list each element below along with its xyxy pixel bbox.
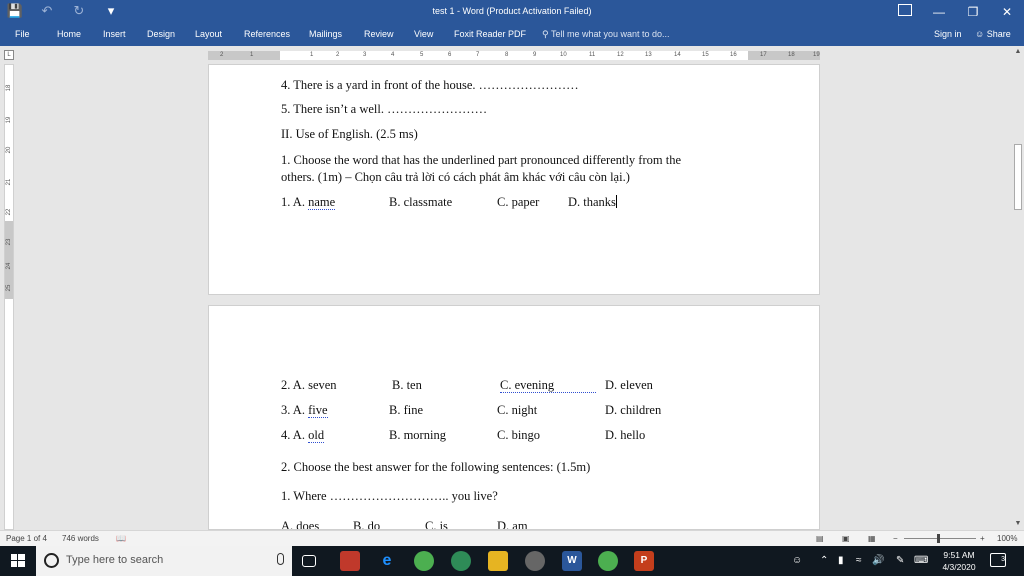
window-title: test 1 - Word (Product Activation Failed) <box>432 6 592 16</box>
vertical-scrollbar[interactable] <box>1012 46 1024 530</box>
vruler-number: 24 <box>6 262 12 270</box>
undo-icon[interactable]: ↶ <box>41 3 53 18</box>
customize-qat-icon[interactable]: ▾ <box>107 3 115 18</box>
option-d-text: D. thanks <box>568 195 616 209</box>
ribbon-tabs <box>0 24 1024 46</box>
ruler-number: 1 <box>310 52 314 58</box>
option-c[interactable]: C. paper <box>497 195 540 209</box>
cortana-icon <box>44 553 59 568</box>
clock-date: 4/3/2020 <box>942 562 976 572</box>
ruler-number: 5 <box>420 52 424 58</box>
tab-design[interactable]: Design <box>147 29 176 39</box>
zoom-slider[interactable] <box>904 538 976 539</box>
vruler-number: 25 <box>6 284 12 292</box>
tab-review[interactable]: Review <box>364 29 394 39</box>
vruler-number: 20 <box>6 146 12 154</box>
doc-line[interactable]: 2. Choose the best answer for the following sentences: (1.5m) <box>281 460 591 474</box>
system-clock[interactable] <box>936 549 982 573</box>
volume-icon[interactable]: 🔊 <box>872 555 885 566</box>
tell-me-label: Tell me what you want to do... <box>550 29 670 39</box>
web-layout-icon[interactable]: ▦ <box>868 534 876 543</box>
ruler-number: 2 <box>220 52 224 58</box>
pen-icon[interactable]: ✎ <box>896 555 905 566</box>
q4-option-d[interactable]: D. hello <box>605 428 646 442</box>
document-page-2[interactable] <box>208 305 820 530</box>
ruler-number: 8 <box>505 52 509 58</box>
tab-layout[interactable]: Layout <box>195 29 223 39</box>
ruler-number: 13 <box>645 52 652 58</box>
task-view-icon[interactable] <box>302 555 316 567</box>
redo-icon[interactable]: ↻ <box>73 3 85 18</box>
edge-browser-icon[interactable]: e <box>382 552 392 569</box>
share-label: Share <box>986 29 1011 39</box>
question-row-1[interactable] <box>281 195 335 210</box>
status-bar <box>0 530 1024 546</box>
q3-option-b[interactable]: B. fine <box>389 403 424 417</box>
battery-icon[interactable]: ▮ <box>838 555 844 566</box>
tab-references[interactable]: References <box>244 29 291 39</box>
doc-line[interactable]: 1. Where ……………………….. you live? <box>281 489 498 503</box>
word-count[interactable]: 746 words <box>62 534 99 543</box>
horizontal-ruler[interactable] <box>208 51 820 60</box>
vruler-number: 22 <box>6 208 12 216</box>
vruler-number: 19 <box>6 116 12 124</box>
ruler-number: 2 <box>336 52 340 58</box>
clock-time: 9:51 AM <box>943 550 975 560</box>
taskbar <box>0 546 1024 576</box>
q3-option-a[interactable] <box>281 403 328 418</box>
tab-home[interactable]: Home <box>57 29 82 39</box>
proofing-icon[interactable]: 📖 <box>116 534 126 543</box>
tab-view[interactable]: View <box>414 29 434 39</box>
paint-app-icon[interactable] <box>340 551 360 571</box>
text-cursor <box>616 195 617 208</box>
notification-count: 3 <box>1001 556 1005 563</box>
ruler-number: 10 <box>560 52 567 58</box>
q2-option-a[interactable]: 2. A. seven <box>281 378 337 392</box>
share-button[interactable] <box>975 29 1011 39</box>
scroll-down-icon[interactable]: ▼ <box>1014 520 1022 527</box>
ruler-number: 6 <box>448 52 452 58</box>
close-icon[interactable]: ✕ <box>1001 5 1013 19</box>
question-number: 4. A. <box>281 428 309 442</box>
ruler-number: 17 <box>760 52 767 58</box>
tab-insert[interactable]: Insert <box>103 29 126 39</box>
microphone-icon[interactable] <box>277 553 284 565</box>
ribbon-display-options-icon[interactable] <box>898 4 912 16</box>
scroll-up-icon[interactable]: ▲ <box>1014 48 1022 55</box>
vruler-number: 21 <box>6 178 12 186</box>
answer-d[interactable]: D. am <box>497 519 528 530</box>
show-hidden-icons[interactable]: ⌃ <box>820 555 829 566</box>
q3-option-c[interactable]: C. night <box>497 403 538 417</box>
app-grey-icon[interactable] <box>525 551 545 571</box>
q2-option-c-text: C. evening <box>500 378 596 393</box>
vruler-number: 23 <box>6 238 12 246</box>
ruler-number: 14 <box>674 52 681 58</box>
answer-a[interactable]: A. does <box>281 519 320 530</box>
person-icon: ☺ <box>975 29 985 39</box>
q4-option-b[interactable]: B. morning <box>389 428 446 442</box>
q2-option-d[interactable]: D. eleven <box>605 378 653 392</box>
app-green-icon[interactable] <box>451 551 471 571</box>
ruler-number: 3 <box>363 52 367 58</box>
zoom-out-icon[interactable]: − <box>893 534 898 543</box>
ruler-number: 11 <box>589 52 596 58</box>
vruler-number: 18 <box>6 84 12 92</box>
search-placeholder: Type here to search <box>66 554 164 566</box>
document-page-1[interactable] <box>208 64 820 295</box>
vertical-ruler[interactable] <box>4 64 14 530</box>
zoom-level[interactable]: 100% <box>997 534 1018 543</box>
zoom-in-icon[interactable]: + <box>980 534 985 543</box>
lightbulb-icon: ⚲ <box>542 29 549 39</box>
q2-option-c[interactable] <box>500 378 596 393</box>
ruler-number: 1 <box>250 52 254 58</box>
tab-file[interactable]: File <box>15 29 30 39</box>
powerpoint-taskbar-icon[interactable]: P <box>634 551 654 571</box>
print-layout-icon[interactable]: ▣ <box>842 534 850 543</box>
title-bar <box>0 0 1024 24</box>
ruler-number: 18 <box>788 52 795 58</box>
wifi-icon[interactable]: ≈ <box>856 555 862 566</box>
scroll-thumb[interactable] <box>1014 144 1022 210</box>
doc-line[interactable]: 4. There is a yard in front of the house. …………………… <box>281 78 579 92</box>
chrome-icon[interactable] <box>414 551 434 571</box>
ruler-number: 15 <box>702 52 709 58</box>
option-b[interactable]: B. classmate <box>389 195 453 209</box>
answer-c[interactable]: C. is <box>425 519 448 530</box>
read-mode-icon[interactable]: ▤ <box>816 534 824 543</box>
tab-mailings[interactable]: Mailings <box>309 29 343 39</box>
option-a-text: old <box>308 428 325 442</box>
ruler-number: 12 <box>617 52 624 58</box>
option-a-text: five <box>308 403 328 417</box>
q2-option-b[interactable]: B. ten <box>392 378 422 392</box>
windows-start-icon[interactable] <box>0 546 36 576</box>
q4-option-a[interactable] <box>281 428 324 443</box>
option-d[interactable] <box>568 195 617 210</box>
ruler-number: 7 <box>476 52 480 58</box>
chrome-second-icon[interactable] <box>598 551 618 571</box>
vruler-numbers <box>5 65 13 529</box>
tell-me-search[interactable] <box>542 29 670 40</box>
file-explorer-icon[interactable] <box>488 551 508 571</box>
question-number: 1. A. <box>281 195 309 209</box>
doc-line[interactable]: II. Use of English. (2.5 ms) <box>281 127 418 141</box>
answer-b[interactable]: B. do <box>353 519 381 530</box>
doc-line[interactable]: others. (1m) – Chọn câu trả lời có cách phát âm khác với câu còn lại.) <box>281 170 630 184</box>
doc-line[interactable]: 5. There isn’t a well. …………………… <box>281 102 488 116</box>
question-number: 3. A. <box>281 403 309 417</box>
save-icon[interactable]: 💾 <box>6 3 24 18</box>
ruler-number: 9 <box>533 52 537 58</box>
option-a: name <box>308 195 336 209</box>
tab-selector-icon[interactable]: L <box>4 50 14 60</box>
ruler-numbers <box>208 51 820 60</box>
ruler-number: 16 <box>730 52 737 58</box>
restore-icon[interactable]: ❐ <box>967 5 979 19</box>
people-icon[interactable]: ☺ <box>792 555 803 566</box>
doc-line[interactable]: 1. Choose the word that has the underlined part pronounced differently from the <box>281 153 682 167</box>
q3-option-d[interactable]: D. children <box>605 403 662 417</box>
notification-center-icon[interactable] <box>990 553 1006 567</box>
sign-in-link[interactable]: Sign in <box>934 29 962 39</box>
ruler-number: 19 <box>813 52 820 58</box>
q4-option-c[interactable]: C. bingo <box>497 428 541 442</box>
keyboard-icon[interactable]: ⌨ <box>914 555 929 566</box>
taskbar-search-box[interactable] <box>36 546 292 576</box>
page-count[interactable]: Page 1 of 4 <box>6 534 47 543</box>
zoom-slider-thumb[interactable] <box>937 534 940 543</box>
ruler-area <box>0 46 1024 64</box>
word-taskbar-icon[interactable]: W <box>562 551 582 571</box>
ruler-number: 4 <box>391 52 395 58</box>
tab-foxit-reader-pdf[interactable]: Foxit Reader PDF <box>454 29 527 39</box>
minimize-icon[interactable]: — <box>933 5 945 19</box>
